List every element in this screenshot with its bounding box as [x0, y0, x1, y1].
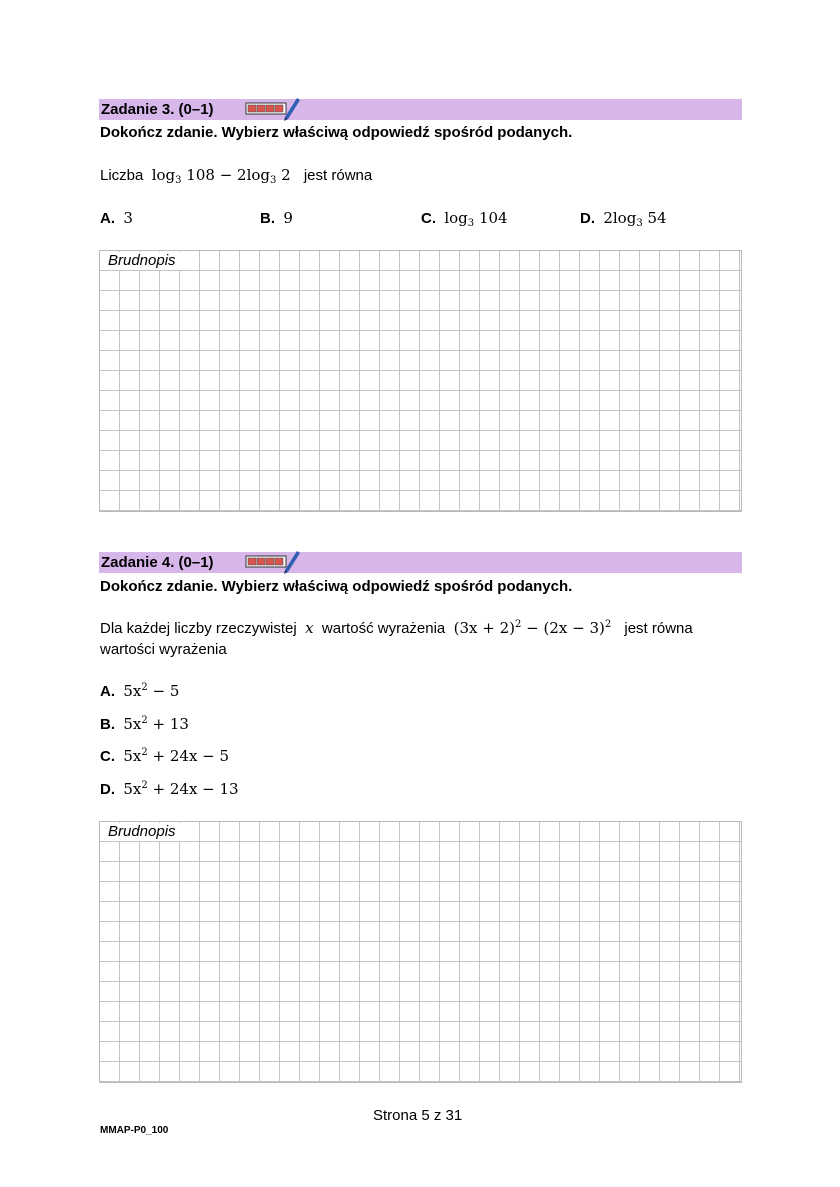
task-4-header	[99, 552, 742, 573]
keyboard-pen-icon	[245, 95, 305, 121]
task-4-option-c: C. $5x^2 + 24x - 5$	[100, 747, 230, 765]
document-code: MMAP-P0_100	[100, 1125, 169, 1136]
task-3-option-b: B. 9	[260, 209, 293, 227]
task-4-title: Zadanie 4. (0–1)	[101, 554, 214, 571]
task-3-option-a: A. 3	[100, 209, 133, 227]
task-4-option-b: B. $5x^2 + 13$	[100, 715, 189, 733]
task-4-question-line2: wartości wyrażenia	[100, 641, 227, 658]
task-4-scratchpad-grid	[99, 821, 742, 1083]
task-3-option-c: C. $\log_3 104$	[421, 209, 508, 229]
task-3-scratchpad-grid	[99, 250, 742, 512]
task-3-title: Zadanie 3. (0–1)	[101, 101, 214, 118]
keyboard-pen-icon	[245, 548, 305, 574]
task-3-scratchpad-label: Brudnopis	[103, 252, 180, 270]
task-3-instruction: Dokończ zdanie. Wybierz właściwą odpowiedź spośród podanych.	[100, 124, 573, 141]
task-3-header	[99, 99, 742, 120]
task-4-question: Dla każdej liczby rzeczywistej x wartość wyrażenia $(3x + 2)^2 - (2x - 3)^2$ jest równa	[100, 619, 693, 637]
page-number: Strona 5 z 31	[373, 1107, 463, 1124]
task-4-option-a: A. $5x^2 - 5$	[100, 682, 180, 700]
task-4-option-d: D. $5x^2 + 24x - 13$	[100, 780, 239, 798]
task-3-question: Liczba $\log_3 108 - 2\log_3$ 2 jest równa	[100, 166, 373, 186]
task-4-instruction: Dokończ zdanie. Wybierz właściwą odpowiedź spośród podanych.	[100, 578, 573, 595]
task-4-scratchpad-label: Brudnopis	[103, 823, 180, 841]
task-3-option-d: D. $2\log_3$ 54	[580, 209, 667, 229]
